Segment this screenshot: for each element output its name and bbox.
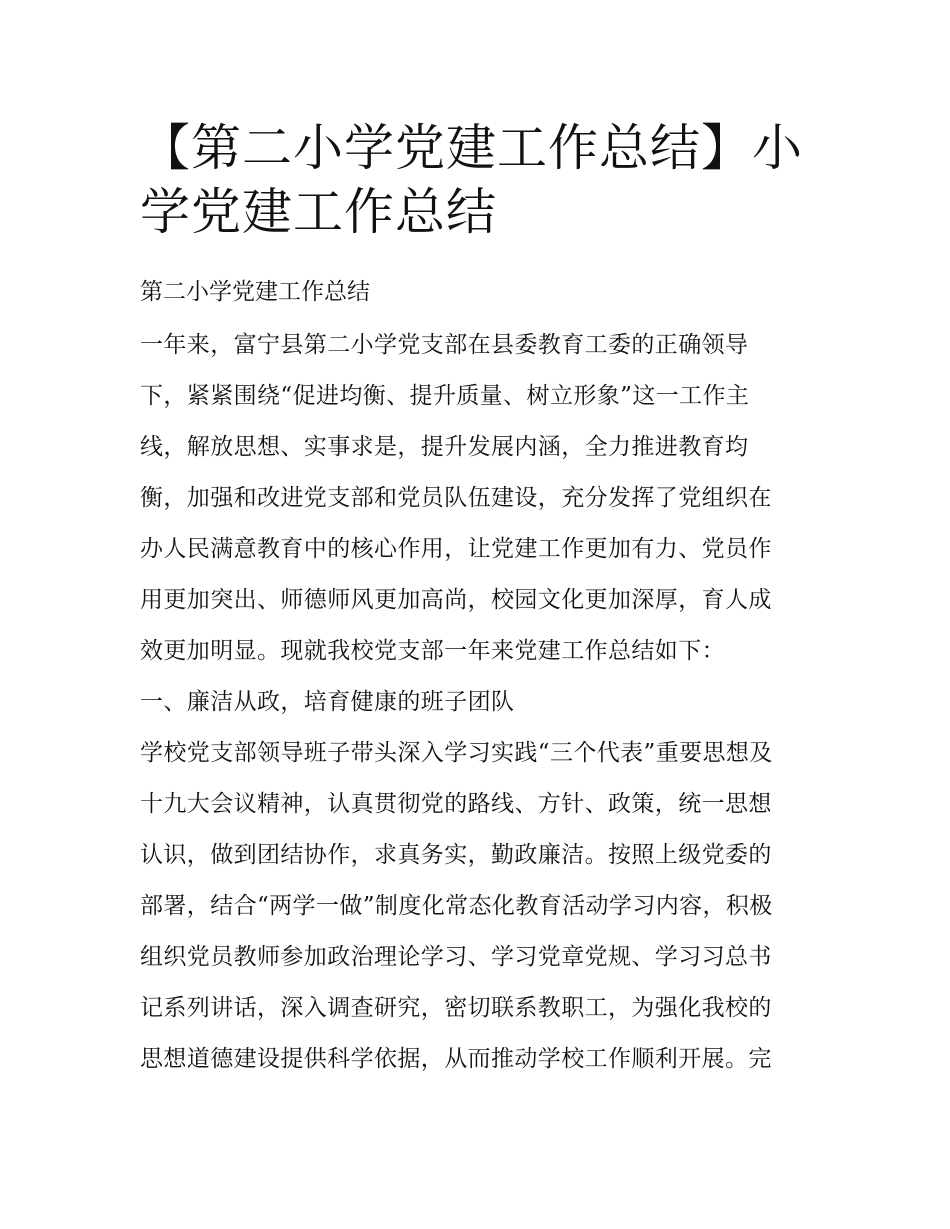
body-line-15: 思想道德建设提供科学依据，从而推动学校工作顺利开展。完: [140, 1046, 772, 1072]
body-line-2: 下，紧紧围绕“促进均衡、提升质量、树立形象”这一工作主: [140, 383, 750, 409]
body-line-7: 效更加明显。现就我校党支部一年来党建工作总结如下：: [140, 638, 725, 664]
body-line-4: 衡，加强和改进党支部和党员队伍建设，充分发挥了党组织在: [140, 485, 772, 511]
section-heading-1: 一、廉洁从政，培育健康的班子团队: [140, 689, 515, 715]
document-page: [140, 116, 812, 1085]
document-subtitle: 第二小学党建工作总结: [140, 279, 370, 305]
body-line-13: 组织党员教师参加政治理论学习、学习党章党规、学习习总书: [140, 944, 772, 970]
body-line-12: 部署，结合“两学一做”制度化常态化教育活动学习内容，积极: [140, 893, 773, 919]
body-line-10: 十九大会议精神，认真贯彻党的路线、方针、政策，统一思想: [140, 791, 772, 817]
body-line-9: 学校党支部领导班子带头深入学习实践“三个代表”重要思想及: [140, 740, 773, 766]
document-body: [140, 320, 812, 1085]
body-line-6: 用更加突出、师德师风更加高尚，校园文化更加深厚，育人成: [140, 587, 772, 613]
body-line-1: 一年来，富宁县第二小学党支部在县委教育工委的正确领导: [140, 332, 749, 358]
title-line-2: 学党建工作总结: [140, 183, 497, 241]
title-line-1: 【第二小学党建工作总结】小: [140, 119, 803, 177]
document-title: [140, 116, 812, 244]
body-line-3: 线，解放思想、实事求是，提升发展内涵，全力推进教育均: [140, 434, 749, 460]
body-line-5: 办人民满意教育中的核心作用，让党建工作更加有力、党员作: [140, 536, 772, 562]
body-line-11: 认识，做到团结协作，求真务实，勤政廉洁。按照上级党委的: [140, 842, 772, 868]
body-line-14: 记系列讲话，深入调查研究，密切联系教职工，为强化我校的: [140, 995, 772, 1021]
